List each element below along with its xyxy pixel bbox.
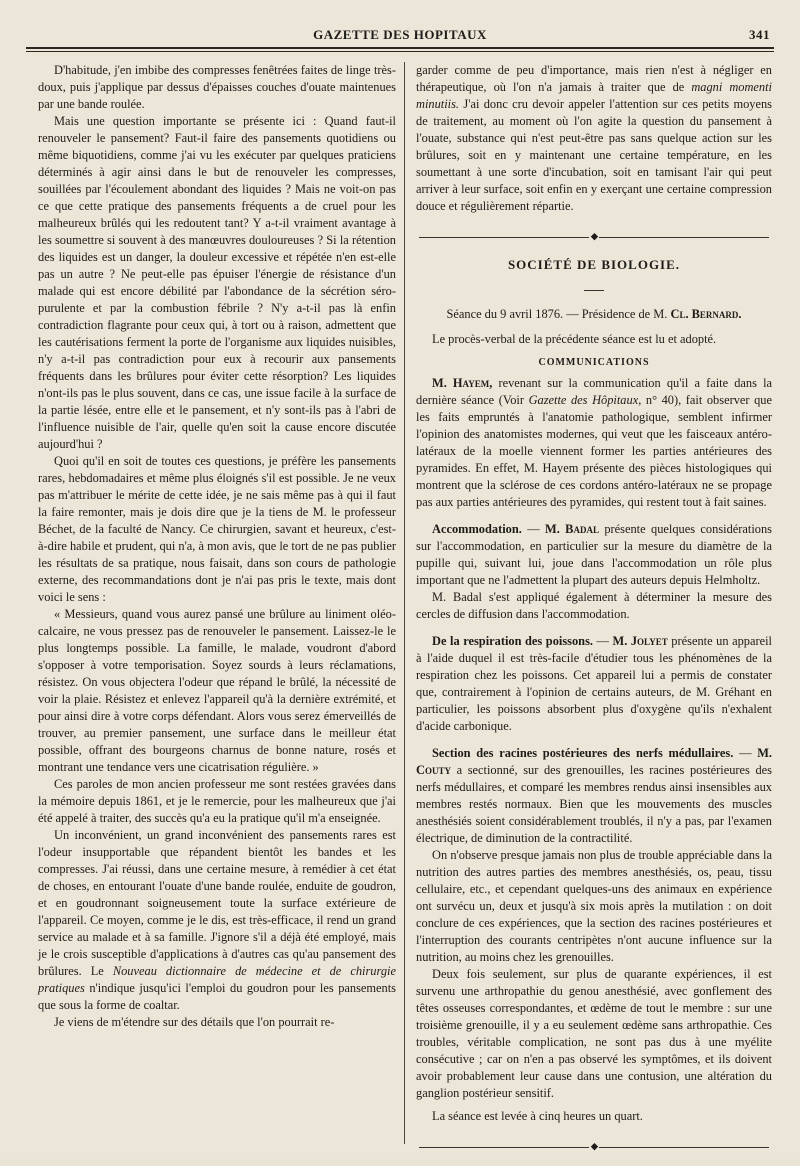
quoted-paragraph: « Messieurs, quand vous aurez pansé une brûlure au liniment oléo-calcaire, ne vous pressez pas de renouveler le pansement. Laissez-le le plus longtemps possible. La famille, le malade, voudront d'abord s'opposer à votre temporisation. Soyez sourds à leurs réclamations, résistez. On vous objectera l'odeur que répand le brûlé, la nécessité de voir la plaie. Résistez et enlevez l'appareil qu'à la dernière extrémité, et pour ainsi dire à votre corps défendant. Alors vous serez émerveillés de trouver, au premier pansement, une surface dans le meilleur état possible, offrant des bourgeons charnus de bonne nature, rosés et montrant une tendance vers une cicatrisation régulière. » (38, 607, 396, 774)
text-run: présente quelques considérations sur l'accommodation, en particulier sur la mesure du diamètre de la pupille qui, suivant lui, joue dans l'accommodation un rôle plus important que ne l'admettent la plupart des auteurs depuis Helmholtz. (416, 522, 773, 587)
paragraph: Accommodation. — M. Badal présente quelques considérations sur l'accommodation, en particulier sur la mesure du diamètre de la pupille qui, suivant lui, joue dans l'accommodation un rôle plus important que ne l'admettent la plupart des auteurs depuis Helmholtz. (416, 522, 773, 587)
text-run: Un inconvénient, un grand inconvénient des pansements rares est l'odeur insupportable que répandent bientôt les bandes et les compresses. J'ai réussi, dans une certaine mesure, à remédier à cet état de choses, en entourant l'ouate d'une bande roulée, enduite de goudron, et en goudronnant soigneusement toute la surface extérieure de l'appareil. Ce moyen, comme je le dis, est très-efficace, il rend un grand service au malade et à sa famille. J'ignore s'il a déjà été employé, mais je le crois susceptible d'applications à d'autres cas qu'au pansement des brûlures. Le (38, 828, 396, 978)
closing-line: La séance est levée à cinq heures un quart. (432, 1109, 643, 1123)
text-run: présente un appareil à l'aide duquel il est très-facile d'étudier tous les phénomènes de la respiration chez les poissons. Cet appareil lui a permis de constater que, contrairement à l'opinion de certains auteurs, de M. Gréhant en particulier, les poissons absorbent plus d'oxygène qu'ils n'exhalent d'acide carbonique. (416, 634, 772, 733)
paragraph (416, 62, 772, 215)
section-separator: ◆ (416, 1139, 772, 1156)
author-name: M. Badal (545, 522, 599, 536)
text-run: garder comme de peu d'importance, mais rien n'est à négliger en thérapeutique, où l'on n'a jamais à traiter que de (416, 63, 772, 94)
paragraph: On n'observe presque jamais non plus de trouble appréciable dans la nutrition des autres parties des membres anesthésiés, os, peau, tissu cellulaire, etc., et cependant quelques-uns des animaux en expérience ont survécu un, deux et jusqu'à six mois après la mutilation : on doit conclure de ces expériences, que la section des racines postérieures et l'interruption des courants centripètes n'ont aucune influence sur la nutrition, au moins chez les grenouilles. (416, 848, 772, 964)
title-dash (416, 279, 772, 296)
text-run: J'ai donc cru devoir appeler l'attention sur ces petits moyens de traitement, au moment où l'on agite la question du pansement à l'ouate, substance qui n'est peut-être pas sans quelque action sur les brûlures, soit en y maintenant une certaine température, en les soumettant à une sorte d'incubation, soit en tamisant l'air qui peut arriver à leur surface, soit enfin en y exerçant une certaine compression douce et régulièrement répartie. (416, 97, 772, 213)
paragraph (416, 375, 772, 511)
paragraph: Je viens de m'étendre sur des détails que l'on pourrait re- (54, 1015, 335, 1029)
page-header (26, 24, 774, 46)
paragraph (38, 827, 396, 1014)
paragraph: M. Badal s'est appliqué également à déterminer la mesure des cercles de diffusion dans l'accommodation. (416, 590, 772, 621)
right-column (416, 62, 772, 1166)
text-run: a sectionné, sur des grenouilles, les racines postérieures des nerfs médullaires, et comparé les membres rendus ainsi insensibles aux membres restés normaux. Bien que les mouvements des muscles anesthésiés soient considérablement troublés, il n'y a pas, par l'examen électrique, de diminution de la contractilité. (416, 763, 772, 845)
communications-heading: COMMUNICATIONS (538, 357, 650, 368)
section-heading: Accommodation. (432, 522, 522, 536)
text-run: Séance du 9 avril 1876. — Présidence de M. (446, 307, 671, 321)
left-column (38, 62, 396, 1031)
column-divider (404, 62, 405, 1144)
seance-line (416, 306, 772, 323)
book-title: Nouveau dictionnaire de médecine et de chirurgie pratiques (38, 964, 396, 995)
section-separator: ◆ (416, 229, 772, 246)
society-title: SOCIÉTÉ DE BIOLOGIE. (507, 257, 681, 272)
paragraph: Deux fois seulement, sur plus de quarante expériences, il est survenu une arthropathie du genou anesthésié, avec gonflement des têtes osseuses correspondantes, et œdème de tout le membre : sur une troisième grenouille, il y a eu seulement œdème sans arthropathie. Ces troubles, véritable complication, ne sont pas dus à une myélite consécutive ; car on n'en a pas observé les symptômes, et ils doivent avoir probablement leur cause dans une contusion, une altération du ganglion postérieur sensitif. (416, 967, 772, 1100)
journal-ref: Gazette des Hôpitaux (528, 393, 639, 407)
paragraph: Section des racines postérieures des nerfs médullaires. — M. Couty a sectionné, sur des grenouilles, les racines postérieures des nerfs médullaires, et comparé les membres rendus ainsi insensibles aux membres restés normaux. Bien que les mouvements des muscles anesthésiés soient considérablement troublés, il n'y a pas, par l'examen électrique, de diminution de la contractilité. (416, 746, 772, 845)
header-rule-thin (26, 51, 774, 52)
section-heading: Section des racines postérieures des nerfs médullaires. (432, 746, 734, 760)
header-rule (26, 47, 774, 49)
paragraph: Quoi qu'il en soit de toutes ces questions, je préfère les pansements rares, hebdomadaires et même plus éloignés s'il est possible. Je ne veux pas m'attribuer le mérite de cette idée, je ne sais même pas à qui il faut la faire remonter, mais je dois dire que je la tiens de M. le professeur Béchet, de la faculté de Nancy. Ce chirurgien, savant et heureux, c'est-à-dire habile et prudent, qui n'a, à mon avis, que le tort de ne pas publier les résultats de sa pratique, nous faisait, dans son cours de pathologie externe, des recommandations dont je n'ai pas pris le texte, mais dont voici le sens : (38, 454, 397, 604)
latin-phrase: magni momenti minutiis. (416, 80, 773, 111)
journal-title: GAZETTE DES HOPITAUX (313, 27, 487, 42)
paragraph: D'habitude, j'en imbibe des compresses fenêtrées faites de linge très-doux, puis j'applique par dessus d'épaisses couches d'ouate maintenues par une bande roulée. (38, 63, 396, 111)
author-name: M. Couty (416, 746, 772, 777)
text-run: , n° 40), fait observer que les faits empruntés à l'anatomie pathologique, semblent infirmer l'opinion des anatomistes modernes, qui veut que les faisceaux antéro-latéraux de la moelle viennent former les parties antérieures des pyramides. En effet, M. Hayem présente des pièces histologiques qui montrent que la sclérose de ces cordons antéro-latéraux ne se propage pas aux parties antérieures des pyramides, qui restent tout à fait saines. (416, 393, 772, 509)
proces-verbal: Le procès-verbal de la précédente séance est lu et adopté. (432, 332, 717, 346)
paragraph: De la respiration des poissons. — M. Jolyet présente un appareil à l'aide duquel il est très-facile d'étudier tous les phénomènes de la respiration chez les poissons. Cet appareil lui a permis de constater que, contrairement à l'opinion de certains auteurs, de M. Gréhant en particulier, les poissons absorbent plus d'oxygène qu'ils n'exhalent d'acide carbonique. (416, 634, 772, 733)
text-run: revenant sur la communication qu'il a faite dans la dernière séance (Voir (416, 376, 773, 407)
paragraph: Mais une question importante se présente ici : Quand faut-il renouveler le pansement? Faut-il faire des pansements quotidiens ou même biquotidiens, comme j'ai vu les exécuter par quelques praticiens déterminés à agir ainsi dans le but de renouveler les compresses, souillées par l'écoulement abondant des liquides ? Mais ne voit-on pas ce que cette pratique des pansements fréquents a de cruel pour les malheureux brûlés qui les redoutent tant? Y a-t-il vraiment avantage à les soumettre si souvent à des manœuvres douloureuses ? Si la rétention des liquides est un danger, la douleur excessive et répétée n'en est-elle pas un autre ? Ne peut-elle pas épuiser l'énergie de résistance d'un malade qui est encore débilité par l'abondance de la sécrétion séro-purulente et par la combustion fébrile ? N'y a-t-il pas là enfin contradiction flagrante pour ceux qui, à tort ou à raison, admettent que les cautérisations ferment la porte de l'organisme aux liquides nuisibles, n'y a-t-il pas contradiction pour eux à recourir aux pansements fréquents dans les brûlures pour éviter cette résorption? Les liquides n'ont-ils pas le plus souvent, dans ce cas, une issue facile à la surface de la partie lésée, entre elle et le pansement, et n'y sont-ils pas à l'abri de l'influence nuisible de l'air, quelle qu'en soit la cause encore discutée aujourd'hui ? (38, 114, 396, 451)
text-run: n'indique jusqu'ici l'emploi du goudron pour les pansements que sous la forme de coaltar. (38, 981, 396, 1012)
paragraph: Ces paroles de mon ancien professeur me sont restées gravées dans la mémoire depuis 1861, et je le remercie, pour les malheureux que j'ai été appelé à traiter, des succès qu'a eu la pratique qu'il m'a enseignée. (38, 777, 396, 825)
president-name: Cl. Bernard. (670, 307, 742, 321)
page-number: 341 (749, 27, 770, 42)
author-name: M. Jolyet (612, 634, 668, 648)
author-name: M. Hayem, (432, 376, 493, 390)
section-heading: De la respiration des poissons. (432, 634, 593, 648)
